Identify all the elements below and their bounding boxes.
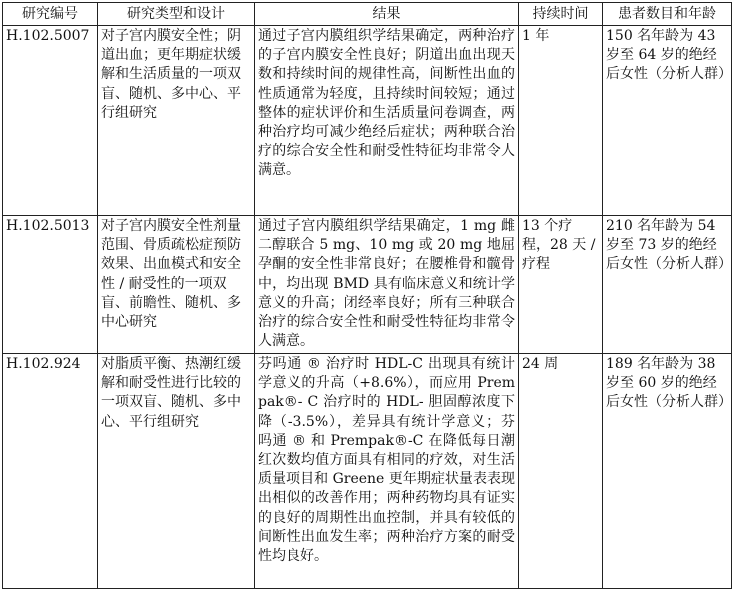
table-row	[3, 354, 732, 589]
patients-cell: 150 名年龄为 43 岁至 64 岁的绝经后女性（分析人群）	[603, 26, 732, 216]
patients-cell: 189 名年龄为 38 岁至 60 岁的绝经后女性（分析人群）	[603, 354, 732, 589]
header-result: 结果	[255, 3, 519, 26]
study-id-cell: H.102.5007	[3, 26, 98, 216]
design-cell: 对子宫内膜安全性；阴道出血；更年期症状缓解和生活质量的一项双盲、随机、多中心、平行组研究	[98, 26, 255, 216]
result-cell: 芬吗通 ® 治疗时 HDL-C 出现具有统计学意义的升高（+8.6%），而应用 Prempak®- C 治疗时的 HDL- 胆固醇浓度下降（-3.5%），差异具有统计学意义；芬吗通 ® 和 Prempak®-C 在降低每日潮红次数均值方面具有相同的疗效，对生活质量项目和 Greene 更年期症状量表表现出相似的改善作用；两种药物均具有证实的良好的周期性出血控制，并具有较低的间断性出血发生率；两种治疗方案的耐受性均良好。	[255, 354, 519, 589]
patients-cell: 210 名年龄为 54 岁至 73 岁的绝经后女性（分析人群）	[603, 216, 732, 354]
header-row	[3, 3, 732, 26]
table-row	[3, 216, 732, 354]
study-id-cell: H.102.924	[3, 354, 98, 589]
header-design: 研究类型和设计	[98, 3, 255, 26]
duration-cell: 24 周	[519, 354, 603, 589]
table-row	[3, 26, 732, 216]
duration-cell: 1 年	[519, 26, 603, 216]
duration-cell: 13 个疗程，28 天 / 疗程	[519, 216, 603, 354]
header-duration: 持续时间	[519, 3, 603, 26]
result-cell: 通过子宫内膜组织学结果确定，两种治疗的子宫内膜安全性良好；阴道出血出现天数和持续时间的规律性高，间断性出血的性质通常为轻度，且持续时间较短；通过整体的症状评价和生活质量问卷调查，两种治疗均可减少绝经后症状；两种联合治疗的综合安全性和耐受性特征均非常令人满意。	[255, 26, 519, 216]
design-cell: 对子宫内膜安全性剂量范围、骨质疏松症预防效果、出血模式和安全性 / 耐受性的一项双盲、前瞻性、随机、多中心研究	[98, 216, 255, 354]
study-table	[2, 2, 732, 589]
design-cell: 对脂质平衡、热潮红缓解和耐受性进行比较的一项双盲、随机、多中心、平行组研究	[98, 354, 255, 589]
result-cell: 通过子宫内膜组织学结果确定，1 mg 雌二醇联合 5 mg、10 mg 或 20 mg 地屈孕酮的安全性非常良好；在腰椎骨和髋骨中，均出现 BMD 具有临床意义和统计学意义的升高；闭经率良好；所有三种联合治疗的综合安全性和耐受性特征均非常令人满意。	[255, 216, 519, 354]
header-study-id: 研究编号	[3, 3, 98, 26]
study-id-cell: H.102.5013	[3, 216, 98, 354]
header-patients: 患者数目和年龄	[603, 3, 732, 26]
